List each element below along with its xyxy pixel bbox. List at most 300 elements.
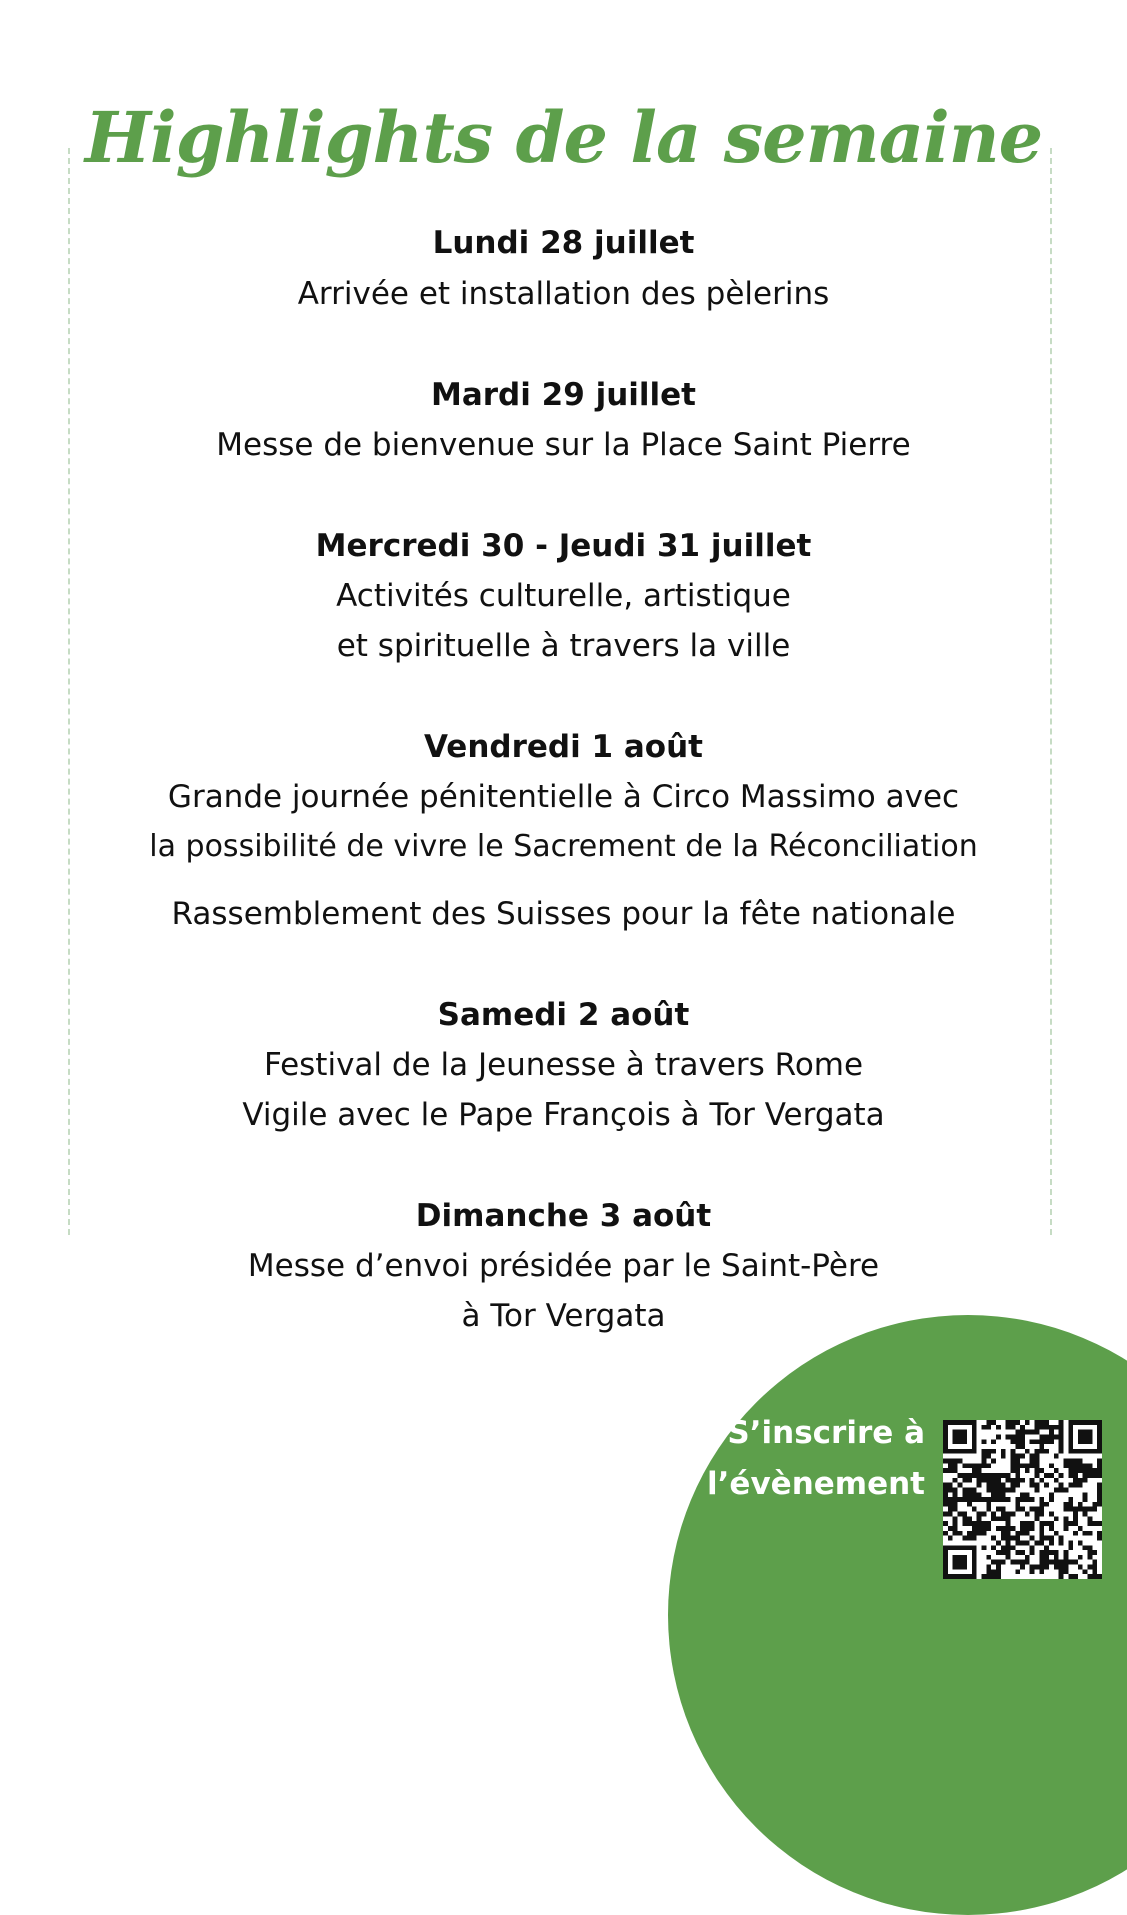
qr-module bbox=[977, 1478, 982, 1483]
qr-module bbox=[996, 1478, 1001, 1483]
qr-module bbox=[1044, 1434, 1049, 1439]
qr-module bbox=[1063, 1459, 1068, 1464]
qr-module bbox=[1059, 1473, 1064, 1478]
qr-module bbox=[1039, 1449, 1044, 1454]
qr-module bbox=[1039, 1507, 1044, 1512]
qr-module bbox=[1030, 1497, 1035, 1502]
qr-module bbox=[953, 1574, 958, 1579]
qr-module bbox=[1092, 1420, 1097, 1425]
qr-module bbox=[1020, 1492, 1025, 1497]
qr-module bbox=[1006, 1516, 1011, 1521]
qr-module bbox=[996, 1434, 1001, 1439]
qr-module bbox=[1044, 1425, 1049, 1430]
qr-module bbox=[962, 1492, 967, 1497]
qr-module bbox=[1039, 1478, 1044, 1483]
qr-module bbox=[943, 1459, 948, 1464]
qr-module bbox=[962, 1478, 967, 1483]
qr-module bbox=[1044, 1536, 1049, 1541]
qr-module bbox=[991, 1478, 996, 1483]
qr-module bbox=[1063, 1565, 1068, 1570]
qr-module bbox=[1068, 1444, 1073, 1449]
qr-module bbox=[967, 1497, 972, 1502]
qr-module bbox=[1010, 1449, 1015, 1454]
qr-code[interactable] bbox=[943, 1420, 1102, 1579]
qr-module bbox=[1020, 1434, 1025, 1439]
event-line: Messe d’envoi présidée par le Saint-Père bbox=[247, 1248, 880, 1284]
page-title: Highlights de la semaine bbox=[84, 96, 1043, 179]
qr-module bbox=[962, 1536, 967, 1541]
qr-module bbox=[1068, 1430, 1073, 1435]
qr-module bbox=[1059, 1449, 1064, 1454]
qr-module bbox=[1083, 1468, 1088, 1473]
qr-module bbox=[1001, 1516, 1006, 1521]
qr-module bbox=[996, 1425, 1001, 1430]
qr-module bbox=[1030, 1565, 1035, 1570]
qr-module bbox=[1059, 1439, 1064, 1444]
qr-module bbox=[948, 1483, 953, 1488]
qr-module bbox=[991, 1574, 996, 1579]
qr-module bbox=[1097, 1492, 1102, 1497]
qr-module bbox=[991, 1473, 996, 1478]
qr-module bbox=[1001, 1483, 1006, 1488]
qr-module bbox=[967, 1502, 972, 1507]
qr-module bbox=[1092, 1550, 1097, 1555]
qr-module bbox=[1063, 1555, 1068, 1560]
qr-module bbox=[1083, 1497, 1088, 1502]
qr-module bbox=[967, 1478, 972, 1483]
qr-module bbox=[1078, 1463, 1083, 1468]
qr-module bbox=[943, 1555, 948, 1560]
qr-module bbox=[1083, 1507, 1088, 1512]
qr-module bbox=[1020, 1521, 1025, 1526]
qr-module bbox=[948, 1487, 953, 1492]
qr-module bbox=[1078, 1459, 1083, 1464]
qr-module bbox=[1030, 1550, 1035, 1555]
qr-module bbox=[1035, 1454, 1040, 1459]
qr-module bbox=[1006, 1555, 1011, 1560]
qr-module bbox=[1054, 1425, 1059, 1430]
qr-module bbox=[1020, 1550, 1025, 1555]
qr-module bbox=[953, 1531, 958, 1536]
qr-module bbox=[1054, 1434, 1059, 1439]
qr-module bbox=[1039, 1444, 1044, 1449]
qr-module bbox=[1035, 1463, 1040, 1468]
qr-module bbox=[977, 1512, 982, 1517]
qr-module bbox=[1078, 1449, 1083, 1454]
qr-module bbox=[1088, 1468, 1093, 1473]
qr-module bbox=[1015, 1536, 1020, 1541]
event-line: Arrivée et installation des pèlerins bbox=[297, 276, 830, 312]
qr-module bbox=[991, 1512, 996, 1517]
qr-module bbox=[1073, 1516, 1078, 1521]
qr-module bbox=[1083, 1434, 1088, 1439]
qr-module bbox=[953, 1478, 958, 1483]
qr-module bbox=[972, 1449, 977, 1454]
qr-module bbox=[1083, 1420, 1088, 1425]
qr-module bbox=[1097, 1536, 1102, 1541]
qr-module bbox=[962, 1516, 967, 1521]
qr-module bbox=[1092, 1449, 1097, 1454]
qr-module bbox=[1097, 1487, 1102, 1492]
qr-module bbox=[1068, 1459, 1073, 1464]
qr-module bbox=[1044, 1521, 1049, 1526]
qr-module bbox=[1015, 1560, 1020, 1565]
qr-module bbox=[1035, 1473, 1040, 1478]
qr-module bbox=[1035, 1483, 1040, 1488]
qr-module bbox=[967, 1449, 972, 1454]
qr-module bbox=[986, 1565, 991, 1570]
qr-module bbox=[1010, 1536, 1015, 1541]
qr-module bbox=[948, 1420, 953, 1425]
qr-module bbox=[1010, 1454, 1015, 1459]
qr-module bbox=[1015, 1430, 1020, 1435]
qr-module bbox=[1083, 1439, 1088, 1444]
qr-module bbox=[977, 1521, 982, 1526]
qr-module bbox=[953, 1434, 958, 1439]
qr-module bbox=[1020, 1497, 1025, 1502]
qr-module bbox=[1097, 1444, 1102, 1449]
qr-module bbox=[986, 1502, 991, 1507]
qr-module bbox=[953, 1507, 958, 1512]
qr-module bbox=[1035, 1420, 1040, 1425]
qr-module bbox=[1049, 1540, 1054, 1545]
qr-module bbox=[1054, 1478, 1059, 1483]
qr-module bbox=[1088, 1473, 1093, 1478]
qr-module bbox=[1097, 1574, 1102, 1579]
qr-module bbox=[1078, 1434, 1083, 1439]
qr-module bbox=[1039, 1468, 1044, 1473]
qr-module bbox=[1049, 1473, 1054, 1478]
qr-module bbox=[1059, 1430, 1064, 1435]
qr-module bbox=[962, 1434, 967, 1439]
qr-module bbox=[967, 1492, 972, 1497]
qr-module bbox=[1059, 1574, 1064, 1579]
qr-module bbox=[1020, 1531, 1025, 1536]
qr-module bbox=[953, 1439, 958, 1444]
qr-module bbox=[1035, 1512, 1040, 1517]
register-call-to-action[interactable] bbox=[707, 1408, 925, 1510]
day-heading-mardi: Mardi 29 juillet bbox=[430, 377, 696, 413]
qr-module bbox=[1054, 1516, 1059, 1521]
qr-module bbox=[962, 1560, 967, 1565]
day-heading-lundi: Lundi 28 juillet bbox=[432, 225, 695, 261]
qr-module bbox=[1078, 1502, 1083, 1507]
qr-module bbox=[1039, 1550, 1044, 1555]
qr-module bbox=[1015, 1439, 1020, 1444]
qr-module bbox=[972, 1487, 977, 1492]
qr-module bbox=[1035, 1459, 1040, 1464]
qr-module bbox=[982, 1574, 987, 1579]
qr-module bbox=[943, 1512, 948, 1517]
green-corner-shape bbox=[668, 1315, 1127, 1915]
qr-module bbox=[957, 1512, 962, 1517]
day-heading-samedi: Samedi 2 août bbox=[437, 997, 690, 1033]
qr-module bbox=[1010, 1439, 1015, 1444]
qr-module bbox=[972, 1521, 977, 1526]
qr-module bbox=[1059, 1560, 1064, 1565]
qr-module bbox=[967, 1531, 972, 1536]
qr-module bbox=[996, 1497, 1001, 1502]
qr-module bbox=[996, 1526, 1001, 1531]
qr-module bbox=[1020, 1507, 1025, 1512]
qr-module bbox=[1068, 1434, 1073, 1439]
qr-module bbox=[1078, 1565, 1083, 1570]
qr-module bbox=[972, 1439, 977, 1444]
qr-module bbox=[986, 1483, 991, 1488]
qr-module bbox=[1015, 1507, 1020, 1512]
qr-module bbox=[1073, 1473, 1078, 1478]
qr-module bbox=[1088, 1463, 1093, 1468]
qr-module bbox=[1054, 1487, 1059, 1492]
qr-module bbox=[1020, 1565, 1025, 1570]
qr-module bbox=[972, 1574, 977, 1579]
qr-module bbox=[1010, 1420, 1015, 1425]
cta-line-2: l’évènement bbox=[707, 1466, 925, 1502]
qr-module bbox=[1097, 1459, 1102, 1464]
qr-module bbox=[1092, 1507, 1097, 1512]
qr-module bbox=[982, 1531, 987, 1536]
qr-module bbox=[1025, 1540, 1030, 1545]
qr-module bbox=[986, 1497, 991, 1502]
qr-module bbox=[991, 1560, 996, 1565]
qr-module bbox=[1088, 1420, 1093, 1425]
qr-module bbox=[972, 1565, 977, 1570]
qr-module bbox=[943, 1560, 948, 1565]
qr-module bbox=[1054, 1555, 1059, 1560]
qr-module bbox=[962, 1473, 967, 1478]
qr-module bbox=[1035, 1565, 1040, 1570]
qr-module bbox=[1054, 1560, 1059, 1565]
qr-module bbox=[1006, 1545, 1011, 1550]
qr-module bbox=[1039, 1565, 1044, 1570]
qr-module bbox=[962, 1497, 967, 1502]
qr-module bbox=[1063, 1521, 1068, 1526]
qr-module bbox=[967, 1420, 972, 1425]
qr-module bbox=[1015, 1569, 1020, 1574]
qr-module bbox=[1068, 1420, 1073, 1425]
qr-module bbox=[982, 1425, 987, 1430]
qr-module bbox=[1035, 1507, 1040, 1512]
qr-module bbox=[1006, 1550, 1011, 1555]
qr-module bbox=[1068, 1545, 1073, 1550]
qr-module bbox=[1020, 1540, 1025, 1545]
qr-module bbox=[1044, 1473, 1049, 1478]
qr-module bbox=[986, 1555, 991, 1560]
qr-module bbox=[1001, 1545, 1006, 1550]
qr-module bbox=[1006, 1473, 1011, 1478]
qr-module bbox=[948, 1502, 953, 1507]
qr-module bbox=[1068, 1497, 1073, 1502]
qr-module bbox=[986, 1449, 991, 1454]
qr-module bbox=[1039, 1512, 1044, 1517]
qr-module bbox=[948, 1526, 953, 1531]
qr-module bbox=[1068, 1439, 1073, 1444]
qr-module bbox=[943, 1550, 948, 1555]
qr-module bbox=[982, 1478, 987, 1483]
qr-module bbox=[991, 1569, 996, 1574]
qr-module bbox=[1073, 1521, 1078, 1526]
qr-module bbox=[1092, 1468, 1097, 1473]
qr-module bbox=[1025, 1430, 1030, 1435]
qr-module bbox=[996, 1492, 1001, 1497]
qr-module bbox=[1097, 1449, 1102, 1454]
qr-module bbox=[1054, 1565, 1059, 1570]
qr-module bbox=[1092, 1565, 1097, 1570]
qr-module bbox=[1006, 1512, 1011, 1517]
qr-module bbox=[962, 1574, 967, 1579]
qr-module bbox=[1083, 1430, 1088, 1435]
qr-module bbox=[1088, 1555, 1093, 1560]
qr-module bbox=[1073, 1420, 1078, 1425]
qr-module bbox=[1044, 1550, 1049, 1555]
qr-module bbox=[943, 1444, 948, 1449]
qr-module bbox=[1049, 1550, 1054, 1555]
qr-module bbox=[972, 1473, 977, 1478]
qr-module bbox=[1054, 1468, 1059, 1473]
qr-module bbox=[943, 1545, 948, 1550]
qr-module bbox=[1020, 1560, 1025, 1565]
qr-module bbox=[1088, 1565, 1093, 1570]
qr-module bbox=[977, 1473, 982, 1478]
qr-module bbox=[1006, 1526, 1011, 1531]
qr-module bbox=[943, 1434, 948, 1439]
qr-module bbox=[1063, 1526, 1068, 1531]
qr-module bbox=[1078, 1478, 1083, 1483]
qr-module bbox=[1001, 1526, 1006, 1531]
qr-module bbox=[977, 1463, 982, 1468]
qr-module bbox=[986, 1425, 991, 1430]
qr-module bbox=[957, 1560, 962, 1565]
qr-module bbox=[1010, 1560, 1015, 1565]
qr-module bbox=[1020, 1526, 1025, 1531]
qr-module bbox=[953, 1516, 958, 1521]
qr-module bbox=[953, 1459, 958, 1464]
qr-module bbox=[948, 1459, 953, 1464]
qr-module bbox=[1015, 1473, 1020, 1478]
event-line: Activités culturelle, artistique bbox=[336, 578, 791, 614]
qr-module bbox=[1010, 1512, 1015, 1517]
qr-module bbox=[1097, 1497, 1102, 1502]
qr-module bbox=[996, 1516, 1001, 1521]
qr-module bbox=[1088, 1531, 1093, 1536]
qr-module bbox=[1097, 1531, 1102, 1536]
qr-module bbox=[962, 1545, 967, 1550]
event-line: à Tor Vergata bbox=[461, 1298, 666, 1334]
qr-module bbox=[1059, 1420, 1064, 1425]
qr-module bbox=[962, 1521, 967, 1526]
qr-module bbox=[986, 1420, 991, 1425]
qr-module bbox=[962, 1512, 967, 1517]
qr-module bbox=[991, 1449, 996, 1454]
qr-module bbox=[986, 1507, 991, 1512]
qr-module bbox=[967, 1487, 972, 1492]
qr-module bbox=[986, 1526, 991, 1531]
qr-module bbox=[1030, 1483, 1035, 1488]
qr-module bbox=[977, 1516, 982, 1521]
qr-module bbox=[967, 1536, 972, 1541]
qr-module bbox=[948, 1497, 953, 1502]
qr-module bbox=[1049, 1425, 1054, 1430]
qr-module bbox=[1049, 1439, 1054, 1444]
qr-module bbox=[1030, 1459, 1035, 1464]
qr-module bbox=[1054, 1454, 1059, 1459]
qr-module bbox=[1097, 1502, 1102, 1507]
qr-module bbox=[1035, 1425, 1040, 1430]
qr-module bbox=[953, 1487, 958, 1492]
qr-module bbox=[1010, 1425, 1015, 1430]
qr-module bbox=[1025, 1560, 1030, 1565]
qr-module bbox=[972, 1550, 977, 1555]
qr-module bbox=[982, 1526, 987, 1531]
qr-module bbox=[1001, 1512, 1006, 1517]
qr-module bbox=[1044, 1560, 1049, 1565]
qr-module bbox=[943, 1565, 948, 1570]
qr-module bbox=[1010, 1526, 1015, 1531]
qr-module bbox=[953, 1526, 958, 1531]
qr-module bbox=[1083, 1492, 1088, 1497]
qr-module bbox=[948, 1512, 953, 1517]
qr-module bbox=[1001, 1507, 1006, 1512]
qr-module bbox=[1001, 1487, 1006, 1492]
qr-module bbox=[972, 1492, 977, 1497]
qr-module bbox=[1010, 1483, 1015, 1488]
qr-module bbox=[943, 1531, 948, 1536]
event-line: Messe de bienvenue sur la Place Saint Pierre bbox=[216, 427, 911, 463]
qr-module bbox=[991, 1459, 996, 1464]
qr-module bbox=[1083, 1569, 1088, 1574]
qr-module bbox=[1088, 1439, 1093, 1444]
qr-module bbox=[953, 1565, 958, 1570]
qr-module bbox=[1068, 1463, 1073, 1468]
qr-module bbox=[1088, 1430, 1093, 1435]
qr-module bbox=[1035, 1449, 1040, 1454]
qr-module bbox=[996, 1540, 1001, 1545]
qr-module bbox=[1092, 1473, 1097, 1478]
qr-module bbox=[1035, 1540, 1040, 1545]
qr-module bbox=[1073, 1459, 1078, 1464]
qr-module bbox=[1015, 1502, 1020, 1507]
qr-module bbox=[1088, 1521, 1093, 1526]
qr-module bbox=[1078, 1555, 1083, 1560]
qr-module bbox=[957, 1565, 962, 1570]
qr-module bbox=[967, 1521, 972, 1526]
qr-module bbox=[972, 1497, 977, 1502]
qr-module bbox=[1001, 1497, 1006, 1502]
qr-module bbox=[1020, 1425, 1025, 1430]
qr-module bbox=[1083, 1463, 1088, 1468]
qr-module bbox=[1039, 1497, 1044, 1502]
qr-module bbox=[1001, 1449, 1006, 1454]
qr-module bbox=[1035, 1487, 1040, 1492]
qr-module bbox=[1049, 1434, 1054, 1439]
qr-module bbox=[972, 1420, 977, 1425]
qr-module bbox=[943, 1569, 948, 1574]
qr-module bbox=[1001, 1560, 1006, 1565]
qr-module bbox=[1025, 1420, 1030, 1425]
qr-module bbox=[1015, 1478, 1020, 1483]
qr-module bbox=[996, 1550, 1001, 1555]
qr-module bbox=[957, 1497, 962, 1502]
qr-module bbox=[1068, 1521, 1073, 1526]
qr-module bbox=[986, 1487, 991, 1492]
qr-module bbox=[1015, 1454, 1020, 1459]
qr-module bbox=[953, 1497, 958, 1502]
qr-module bbox=[972, 1526, 977, 1531]
qr-module bbox=[1025, 1521, 1030, 1526]
qr-module bbox=[991, 1420, 996, 1425]
qr-module bbox=[1039, 1434, 1044, 1439]
qr-module bbox=[977, 1468, 982, 1473]
